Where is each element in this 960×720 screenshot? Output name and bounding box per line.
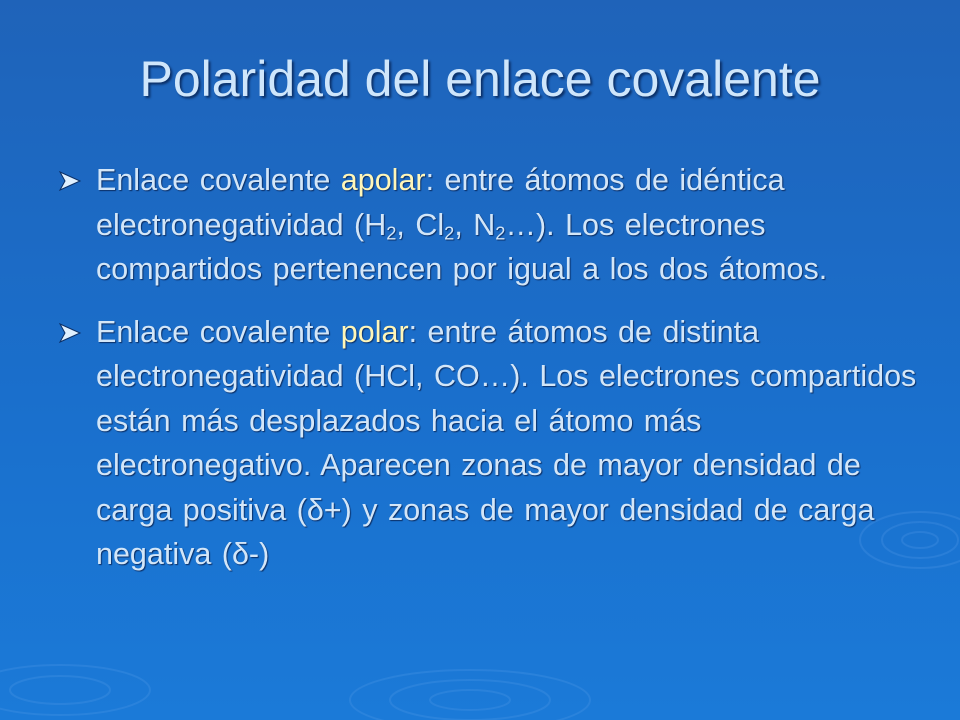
bullet-list <box>58 158 918 595</box>
bullet-polar <box>58 310 918 577</box>
slide-title: Polaridad del enlace covalente <box>139 51 821 107</box>
bullet-text: Enlace covalente apolar: entre átomos de idéntica electronegatividad ($H_2$, $Cl_2$, $N_2\dots$). Los electrones compartidos pertenencen por igual a los dos átomos. <box>96 163 828 286</box>
bullet-apolar <box>58 158 918 292</box>
keyword-polar: polar <box>340 314 409 349</box>
bullet-text: Enlace covalente polar: entre átomos de distinta electronegatividad (HCl, CO…). Los electrones compartidos están más desplazados hacia el átomo más electronegativo. Aparecen zonas de mayor densidad de carga positiva (δ+) y zonas de mayor densidad de carga negativa (δ-) <box>96 314 917 571</box>
keyword-apolar: apolar <box>340 163 426 197</box>
arrow-bullet-icon <box>58 170 82 192</box>
arrow-bullet-icon <box>58 322 82 344</box>
